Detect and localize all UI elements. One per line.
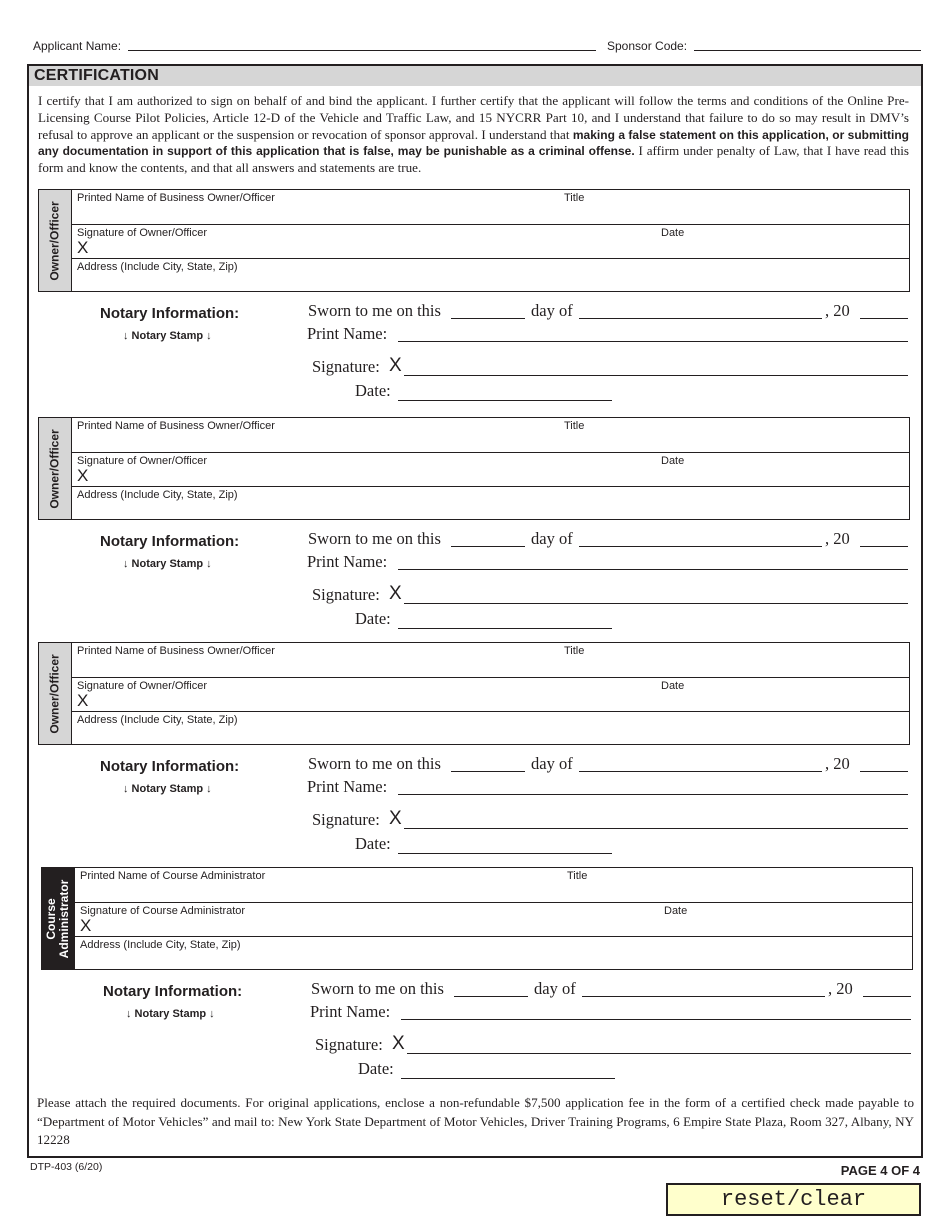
sworn-year-field[interactable] (863, 996, 911, 997)
row-divider (72, 224, 909, 225)
applicant-name-field[interactable] (128, 50, 596, 51)
address-label: Address (Include City, State, Zip) (80, 939, 241, 951)
address-label: Address (Include City, State, Zip) (77, 489, 238, 501)
date-label: Date (661, 227, 685, 239)
date-label: Date (661, 455, 685, 467)
notary-signature-x-mark: X (392, 1033, 405, 1054)
block-tab (42, 868, 75, 969)
certification-header-band (29, 66, 921, 86)
day-of-label: day of (531, 529, 573, 548)
title-label: Title (564, 420, 585, 432)
address-label: Address (Include City, State, Zip) (77, 714, 238, 726)
row-divider (72, 486, 909, 487)
row-divider (75, 902, 912, 903)
signature-x-mark: X (77, 466, 89, 485)
year-prefix-label: , 20 (825, 301, 850, 320)
notary-signature-label: Signature: (312, 357, 380, 376)
day-of-label: day of (531, 301, 573, 320)
mailing-instructions: Please attach the required documents. For original applications, enclose a non-refundable $7,500 application fee in the form of a certified check made payable to “Department of Motor Vehicles” and mail to: New York State Department of Motor Vehicles, Driver Training Programs, 6 Empire State Plaza, Room 327, Albany, NY 12228 (37, 1095, 914, 1147)
signature-label: Signature of Owner/Officer (77, 227, 208, 239)
sworn-label: Sworn to me on this (311, 979, 444, 998)
date-label: Date (661, 680, 685, 692)
sworn-label: Sworn to me on this (308, 754, 441, 773)
print-name-field[interactable] (398, 341, 908, 342)
notary-signature-x-mark: X (389, 583, 402, 604)
block-tab (39, 643, 72, 744)
owner-officer-box (38, 417, 910, 520)
title-label: Title (564, 192, 585, 204)
certification-text-1: I certify that I am authorized to sign on behalf of and bind the applicant. I further certify that the applicant will follow the terms and conditions of the Online Pre-Licensing Course Pilot Policies, Article 12-D of the Vehicle and Traffic Law, and 15 NYCRR Part 10, and I understand that failure to do so may result in DMV’s refusal to approve an applicant or the suspension or revocation of sponsor approval. I understand that (38, 93, 909, 142)
notary-signature-x-mark: X (389, 355, 402, 376)
year-prefix-label: , 20 (825, 529, 850, 548)
date-label: Date (664, 905, 688, 917)
row-divider (72, 258, 909, 259)
notary-stamp-label: ↓ Notary Stamp ↓ (123, 558, 212, 570)
sponsor-code-label: Sponsor Code: (607, 39, 688, 53)
notary-stamp-label: ↓ Notary Stamp ↓ (123, 783, 212, 795)
notary-date-label: Date: (355, 834, 391, 853)
sworn-month-field[interactable] (579, 318, 822, 319)
notary-signature-field[interactable] (404, 375, 908, 376)
print-name-label: Print Name: (310, 1002, 391, 1021)
block-tab (39, 190, 72, 291)
signature-x-mark: X (80, 916, 92, 935)
print-name-label: Print Name: (307, 552, 388, 571)
title-label: Title (564, 645, 585, 657)
notary-stamp-label: ↓ Notary Stamp ↓ (123, 330, 212, 342)
signature-x-mark: X (77, 238, 89, 257)
signature-label: Signature of Owner/Officer (77, 455, 208, 467)
title-label: Title (567, 870, 588, 882)
block-tab-label: Owner/Officer (47, 653, 62, 734)
sworn-day-field[interactable] (451, 771, 525, 772)
notary-signature-field[interactable] (407, 1053, 911, 1054)
notary-heading: Notary Information: (103, 983, 243, 1000)
block-tab (39, 418, 72, 519)
page-number: PAGE 4 OF 4 (840, 1163, 920, 1178)
print-name-field[interactable] (398, 569, 908, 570)
row-divider (72, 452, 909, 453)
notary-date-field[interactable] (398, 400, 612, 401)
sworn-year-field[interactable] (860, 771, 908, 772)
form-code: DTP-403 (6/20) (30, 1161, 103, 1173)
sworn-month-field[interactable] (582, 996, 825, 997)
sworn-year-field[interactable] (860, 546, 908, 547)
course-administrator-box (41, 867, 913, 970)
signature-label: Signature of Course Administrator (80, 905, 246, 917)
block-tab-label: Owner/Officer (47, 200, 62, 281)
year-prefix-label: , 20 (825, 754, 850, 773)
printed-name-label: Printed Name of Business Owner/Officer (77, 645, 275, 657)
day-of-label: day of (531, 754, 573, 773)
notary-heading: Notary Information: (100, 305, 240, 322)
certification-text-2: I affirm under penalty of Law, that I have read this form and know the contents, and that all answers and statements are true. (38, 143, 909, 176)
owner-officer-box (38, 189, 910, 292)
sworn-year-field[interactable] (860, 318, 908, 319)
sponsor-code-field[interactable] (694, 50, 921, 51)
signature-x-mark: X (77, 691, 89, 710)
year-prefix-label: , 20 (828, 979, 853, 998)
notary-date-field[interactable] (398, 628, 612, 629)
sworn-label: Sworn to me on this (308, 301, 441, 320)
notary-date-field[interactable] (398, 853, 612, 854)
certification-title: CERTIFICATION (34, 67, 159, 84)
notary-date-label: Date: (355, 609, 391, 628)
notary-signature-label: Signature: (312, 810, 380, 829)
print-name-label: Print Name: (307, 324, 388, 343)
day-of-label: day of (534, 979, 576, 998)
block-tab-label: Owner/Officer (47, 428, 62, 509)
block-tab-label-line1: Course (44, 897, 58, 940)
row-divider (72, 711, 909, 712)
notary-heading: Notary Information: (100, 533, 240, 550)
reset-clear-button[interactable]: reset/clear (666, 1183, 921, 1216)
sworn-label: Sworn to me on this (308, 529, 441, 548)
certification-statement (38, 93, 909, 177)
notary-signature-label: Signature: (312, 585, 380, 604)
notary-signature-x-mark: X (389, 808, 402, 829)
sworn-day-field[interactable] (454, 996, 528, 997)
printed-name-label: Printed Name of Business Owner/Officer (77, 192, 275, 204)
print-name-field[interactable] (401, 1019, 911, 1020)
row-divider (72, 677, 909, 678)
address-label: Address (Include City, State, Zip) (77, 261, 238, 273)
sworn-day-field[interactable] (451, 318, 525, 319)
sworn-day-field[interactable] (451, 546, 525, 547)
row-divider (75, 936, 912, 937)
notary-date-label: Date: (358, 1059, 394, 1078)
owner-officer-box (38, 642, 910, 745)
notary-signature-field[interactable] (404, 828, 908, 829)
printed-name-label: Printed Name of Course Administrator (80, 870, 266, 882)
notary-signature-field[interactable] (404, 603, 908, 604)
printed-name-label: Printed Name of Business Owner/Officer (77, 420, 275, 432)
block-tab-label-line2: Administrator (57, 879, 71, 958)
block-tab-label (45, 879, 71, 958)
signature-label: Signature of Owner/Officer (77, 680, 208, 692)
print-name-label: Print Name: (307, 777, 388, 796)
notary-stamp-label: ↓ Notary Stamp ↓ (126, 1008, 215, 1020)
notary-date-field[interactable] (401, 1078, 615, 1079)
notary-heading: Notary Information: (100, 758, 240, 775)
sworn-month-field[interactable] (579, 546, 822, 547)
sworn-month-field[interactable] (579, 771, 822, 772)
certification-text-bold: making a false statement on this application, or submitting any documentation in support of this application that is false, may be punishable as a criminal offense. (38, 127, 910, 159)
notary-signature-label: Signature: (315, 1035, 383, 1054)
applicant-name-label: Applicant Name: (33, 39, 122, 53)
print-name-field[interactable] (398, 794, 908, 795)
notary-date-label: Date: (355, 381, 391, 400)
